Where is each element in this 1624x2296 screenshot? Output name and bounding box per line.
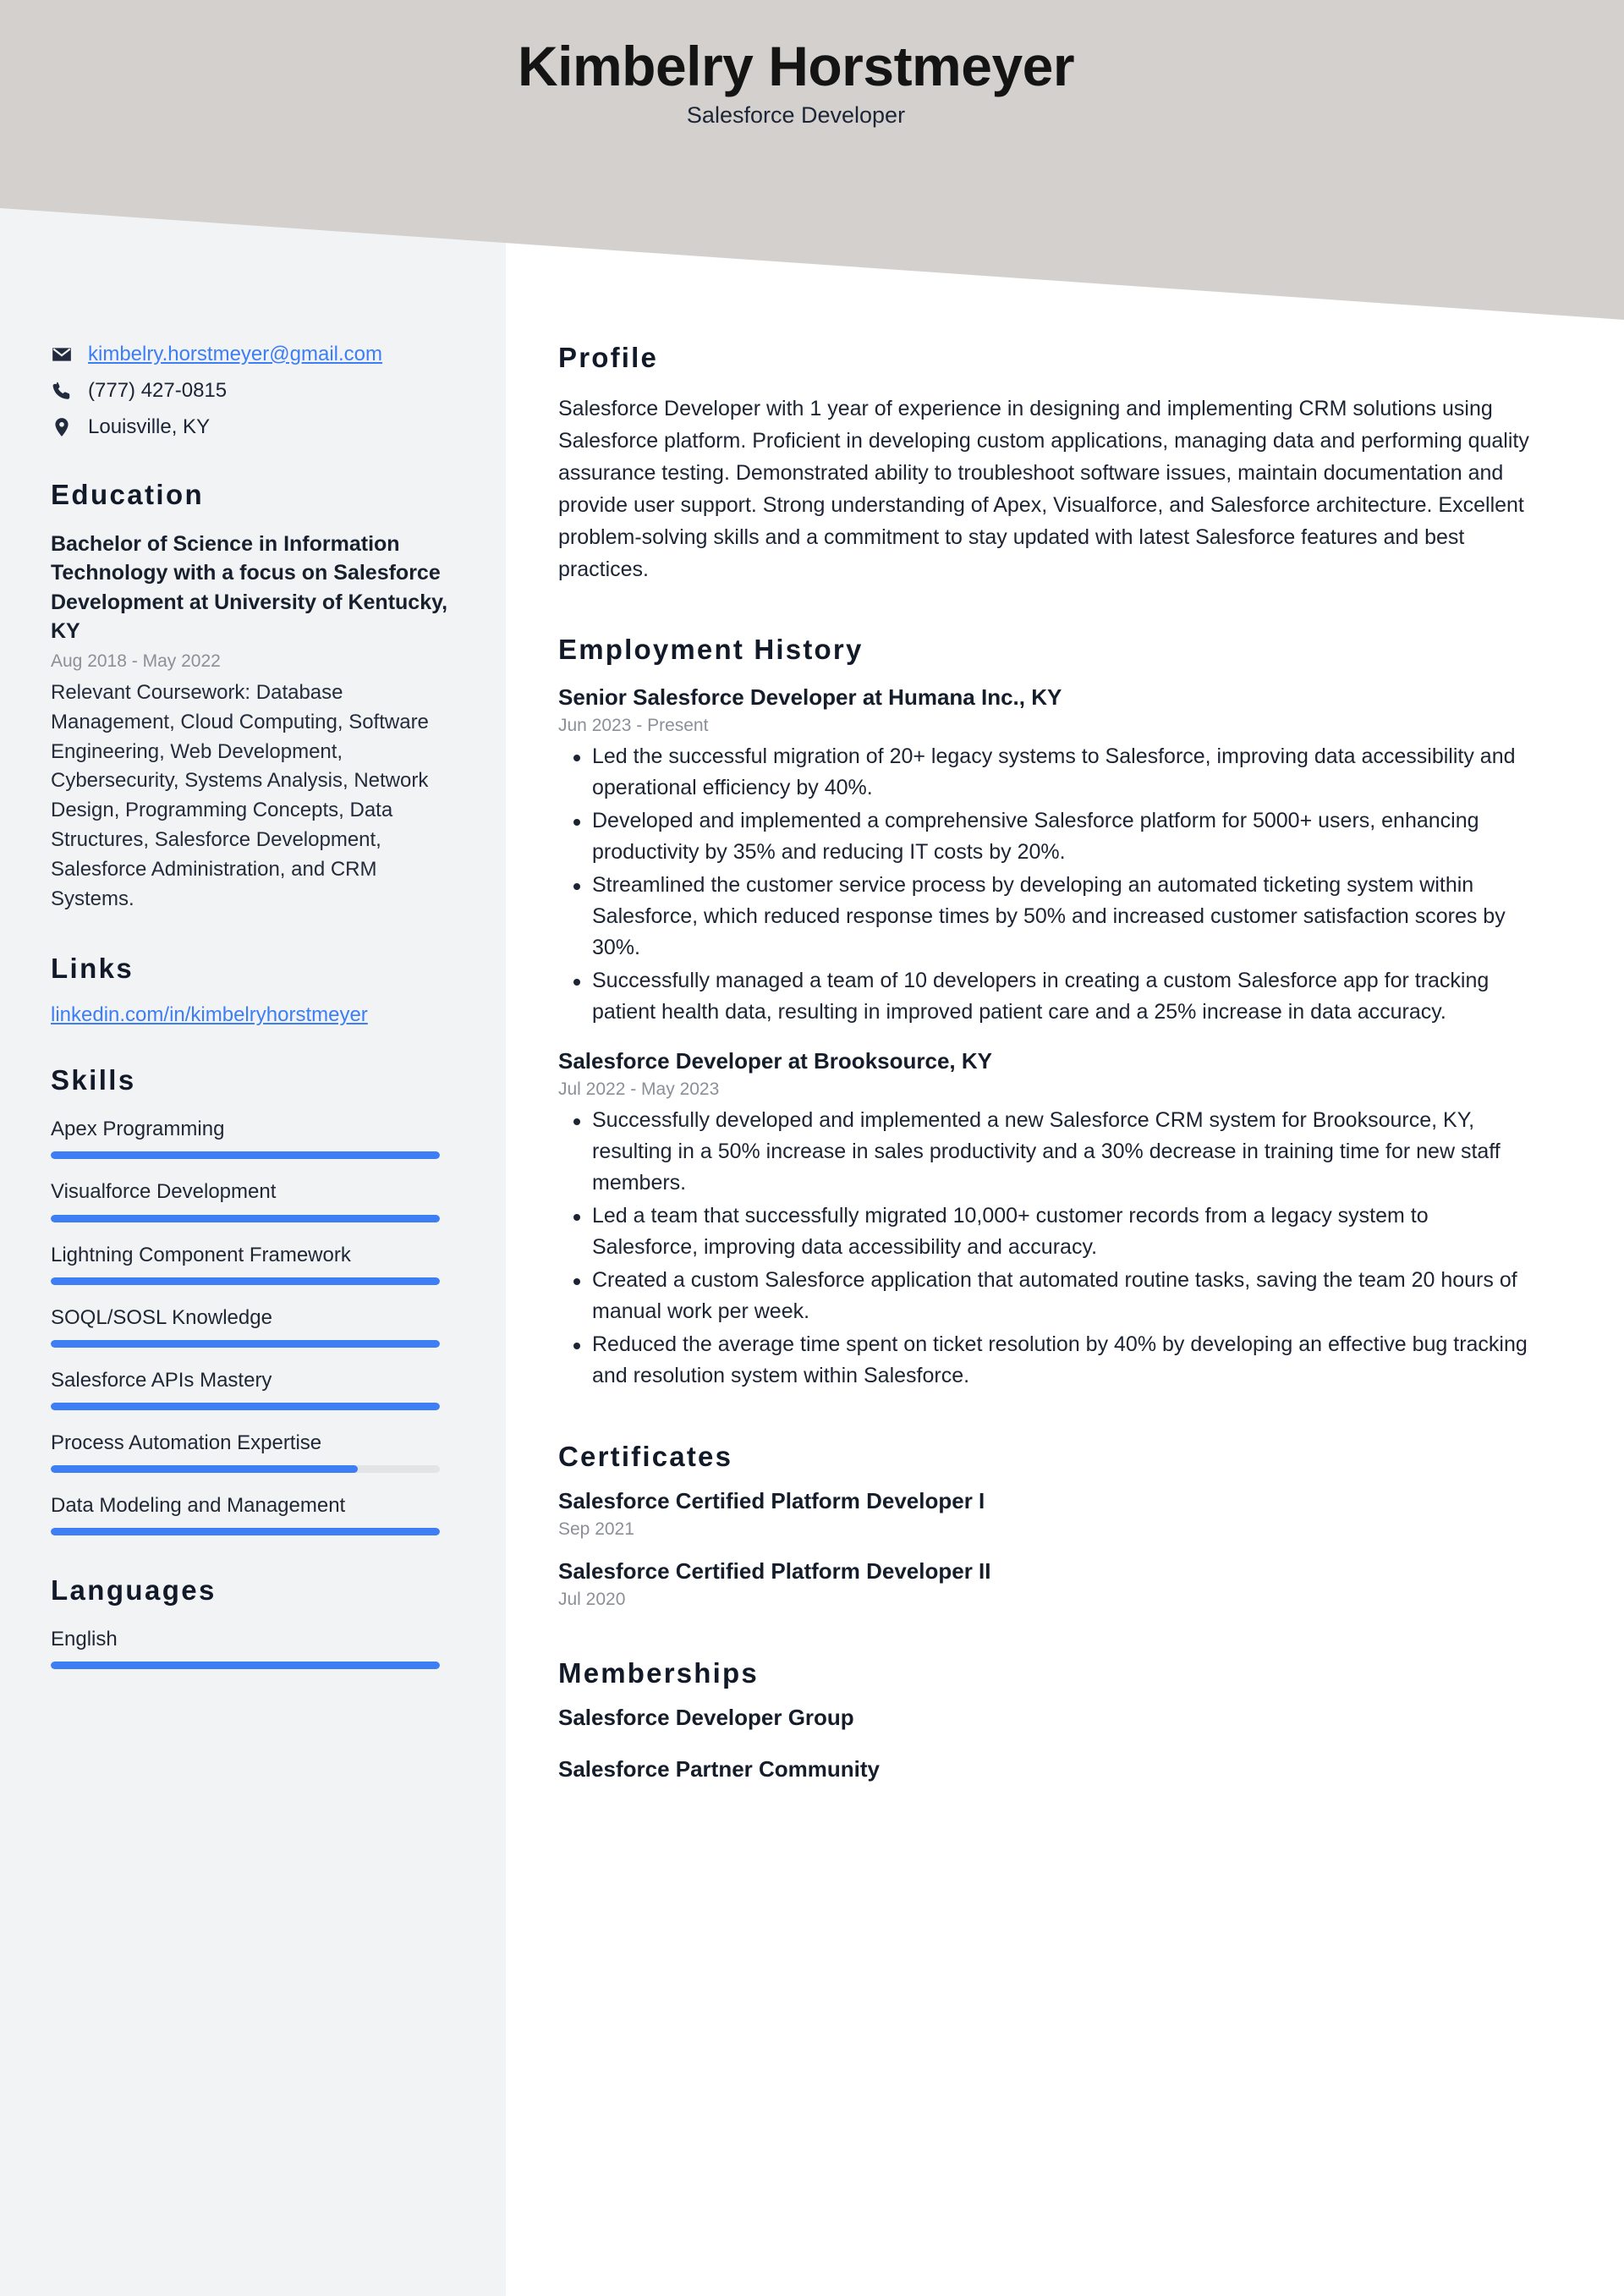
skill-label: Apex Programming bbox=[51, 1118, 225, 1141]
phone-icon bbox=[51, 380, 73, 402]
skill-bar-fill bbox=[51, 1215, 440, 1222]
job-bullet: Led a team that successfully migrated 10,000+ customer records from a legacy system to Salesforce, improving data accessibility and accuracy. bbox=[558, 1200, 1533, 1263]
skill-bar-track bbox=[51, 1215, 440, 1222]
language-bar-track bbox=[51, 1662, 440, 1669]
certificate-date: Jul 2020 bbox=[558, 1590, 626, 1609]
certificate-date: Sep 2021 bbox=[558, 1519, 634, 1539]
contact-item-phone[interactable] bbox=[51, 378, 455, 404]
contact-location-text: Louisville, KY bbox=[88, 415, 211, 438]
job-bullet: Successfully developed and implemented a new Salesforce CRM system for Brooksource, KY, resulting in a 50% increase in sales productivity and a 30% decrease in training time for new staff members. bbox=[558, 1105, 1533, 1199]
links-section bbox=[51, 953, 455, 1027]
skill-bar-fill bbox=[51, 1151, 440, 1159]
contact-item-email[interactable] bbox=[51, 342, 455, 367]
job-bullet: Streamlined the customer service process by developing an automated ticketing system within Salesforce, which reduced response times by 50% and increased customer satisfaction scores by 30%. bbox=[558, 870, 1533, 964]
education-description: Relevant Coursework: Database Management, Cloud Computing, Software Engineering, Web Development, Cybersecurity, Systems Analysis, Network Design, Programming Concepts, Data Structures, Salesforce Development, Salesforce Administration, and CRM Systems. bbox=[51, 681, 429, 910]
language-label: English bbox=[51, 1628, 118, 1651]
languages-section bbox=[51, 1574, 455, 1669]
skill-bar-fill bbox=[51, 1340, 440, 1348]
skill-bar-fill bbox=[51, 1528, 440, 1535]
certificate-entry bbox=[558, 1488, 1533, 1540]
skill-item bbox=[51, 1178, 455, 1222]
education-date: Aug 2018 - May 2022 bbox=[51, 651, 221, 671]
job-title: Salesforce Developer at Brooksource, KY bbox=[558, 1048, 992, 1074]
links-heading: Links bbox=[51, 953, 134, 985]
certificate-entry bbox=[558, 1558, 1533, 1610]
certificate-name: Salesforce Certified Platform Developer I bbox=[558, 1488, 985, 1513]
spacer bbox=[558, 1629, 1533, 1657]
education-degree: Bachelor of Science in Information Technology with a focus on Salesforce Development at University of Kentucky, KY bbox=[51, 532, 448, 643]
certificate-name: Salesforce Certified Platform Developer II bbox=[558, 1558, 991, 1584]
skill-bar-fill bbox=[51, 1465, 358, 1473]
skill-item bbox=[51, 1429, 455, 1473]
job-bullet: Successfully managed a team of 10 developers in creating a custom Salesforce app for tracking patient health data, resulting in improved patient care and a 25% increase in data accuracy. bbox=[558, 965, 1533, 1028]
location-pin-icon bbox=[51, 416, 73, 438]
contact-item-location bbox=[51, 415, 455, 440]
education-section bbox=[51, 479, 455, 914]
contact-email-text[interactable]: kimbelry.horstmeyer@gmail.com bbox=[88, 342, 382, 365]
skill-bar-track bbox=[51, 1277, 440, 1285]
skill-label: Visualforce Development bbox=[51, 1180, 277, 1204]
job-bullet: Created a custom Salesforce application that automated routine tasks, saving the team 20 hours of manual work per week. bbox=[558, 1265, 1533, 1327]
skill-bar-fill bbox=[51, 1277, 440, 1285]
skill-label: Salesforce APIs Mastery bbox=[51, 1368, 272, 1392]
skill-item bbox=[51, 1304, 455, 1348]
contact-list bbox=[51, 342, 455, 440]
skill-item bbox=[51, 1115, 455, 1159]
link-item-linkedin[interactable]: linkedin.com/in/kimbelryhorstmeyer bbox=[51, 1003, 368, 1027]
page-title: Kimbelry Horstmeyer bbox=[517, 35, 1075, 97]
job-title: Senior Salesforce Developer at Humana Inc., KY bbox=[558, 684, 1062, 710]
skills-heading: Skills bbox=[51, 1064, 136, 1096]
skill-label: SOQL/SOSL Knowledge bbox=[51, 1305, 272, 1329]
certificates-section bbox=[558, 1441, 1533, 1610]
skill-label: Lightning Component Framework bbox=[51, 1243, 351, 1266]
skill-bar-track bbox=[51, 1151, 440, 1159]
skill-bar-fill bbox=[51, 1403, 440, 1410]
spacer bbox=[558, 1412, 1533, 1441]
memberships-heading: Memberships bbox=[558, 1657, 759, 1689]
job-entry bbox=[558, 684, 1533, 1028]
job-bullets bbox=[558, 1105, 1533, 1392]
profile-heading: Profile bbox=[558, 342, 659, 373]
skill-bar-track bbox=[51, 1465, 440, 1473]
employment-heading: Employment History bbox=[558, 634, 864, 665]
envelope-icon bbox=[51, 343, 73, 365]
sidebar bbox=[0, 0, 506, 1684]
profile-section bbox=[558, 342, 1533, 585]
job-bullet: Reduced the average time spent on ticket resolution by 40% by developing an effective bug tracking and resolution system within Salesforce. bbox=[558, 1329, 1533, 1392]
contact-phone-text: (777) 427-0815 bbox=[88, 378, 228, 402]
job-entry bbox=[558, 1048, 1533, 1392]
language-item bbox=[51, 1625, 455, 1669]
main-column bbox=[506, 0, 1624, 1808]
profile-text: Salesforce Developer with 1 year of experience in designing and implementing CRM solutions using Salesforce platform. Proficient in developing custom applications, managing data and performing quality assurance testing. Demonstrated ability to troubleshoot software issues, maintain documentation and provide user support. Strong understanding of Apex, Visualforce, and Salesforce architecture. Excellent problem-solving skills and a commitment to stay updated with latest Salesforce features and best practices. bbox=[558, 397, 1529, 581]
job-date: Jul 2022 - May 2023 bbox=[558, 1079, 720, 1099]
skill-item bbox=[51, 1491, 455, 1535]
job-bullet: Developed and implemented a comprehensive Salesforce platform for 5000+ users, enhancing productivity by 35% and reducing IT costs by 20%. bbox=[558, 805, 1533, 868]
job-bullet: Led the successful migration of 20+ legacy systems to Salesforce, improving data accessibility and operational efficiency by 40%. bbox=[558, 741, 1533, 804]
skills-section bbox=[51, 1064, 455, 1535]
skill-bar-track bbox=[51, 1340, 440, 1348]
certificates-heading: Certificates bbox=[558, 1441, 733, 1472]
memberships-section bbox=[558, 1657, 1533, 1782]
job-date: Jun 2023 - Present bbox=[558, 716, 709, 735]
languages-heading: Languages bbox=[51, 1574, 217, 1607]
skill-bar-track bbox=[51, 1528, 440, 1535]
skill-item bbox=[51, 1366, 455, 1410]
skill-label: Process Automation Expertise bbox=[51, 1431, 322, 1454]
job-bullets bbox=[558, 741, 1533, 1028]
language-bar-fill bbox=[51, 1662, 440, 1669]
header-subtitle: Salesforce Developer bbox=[686, 102, 906, 128]
skill-label: Data Modeling and Management bbox=[51, 1494, 346, 1518]
membership-name: Salesforce Developer Group bbox=[558, 1705, 854, 1730]
membership-name: Salesforce Partner Community bbox=[558, 1756, 881, 1782]
employment-section bbox=[558, 634, 1533, 1392]
education-heading: Education bbox=[51, 479, 205, 510]
skill-bar-track bbox=[51, 1403, 440, 1410]
skill-item bbox=[51, 1241, 455, 1285]
